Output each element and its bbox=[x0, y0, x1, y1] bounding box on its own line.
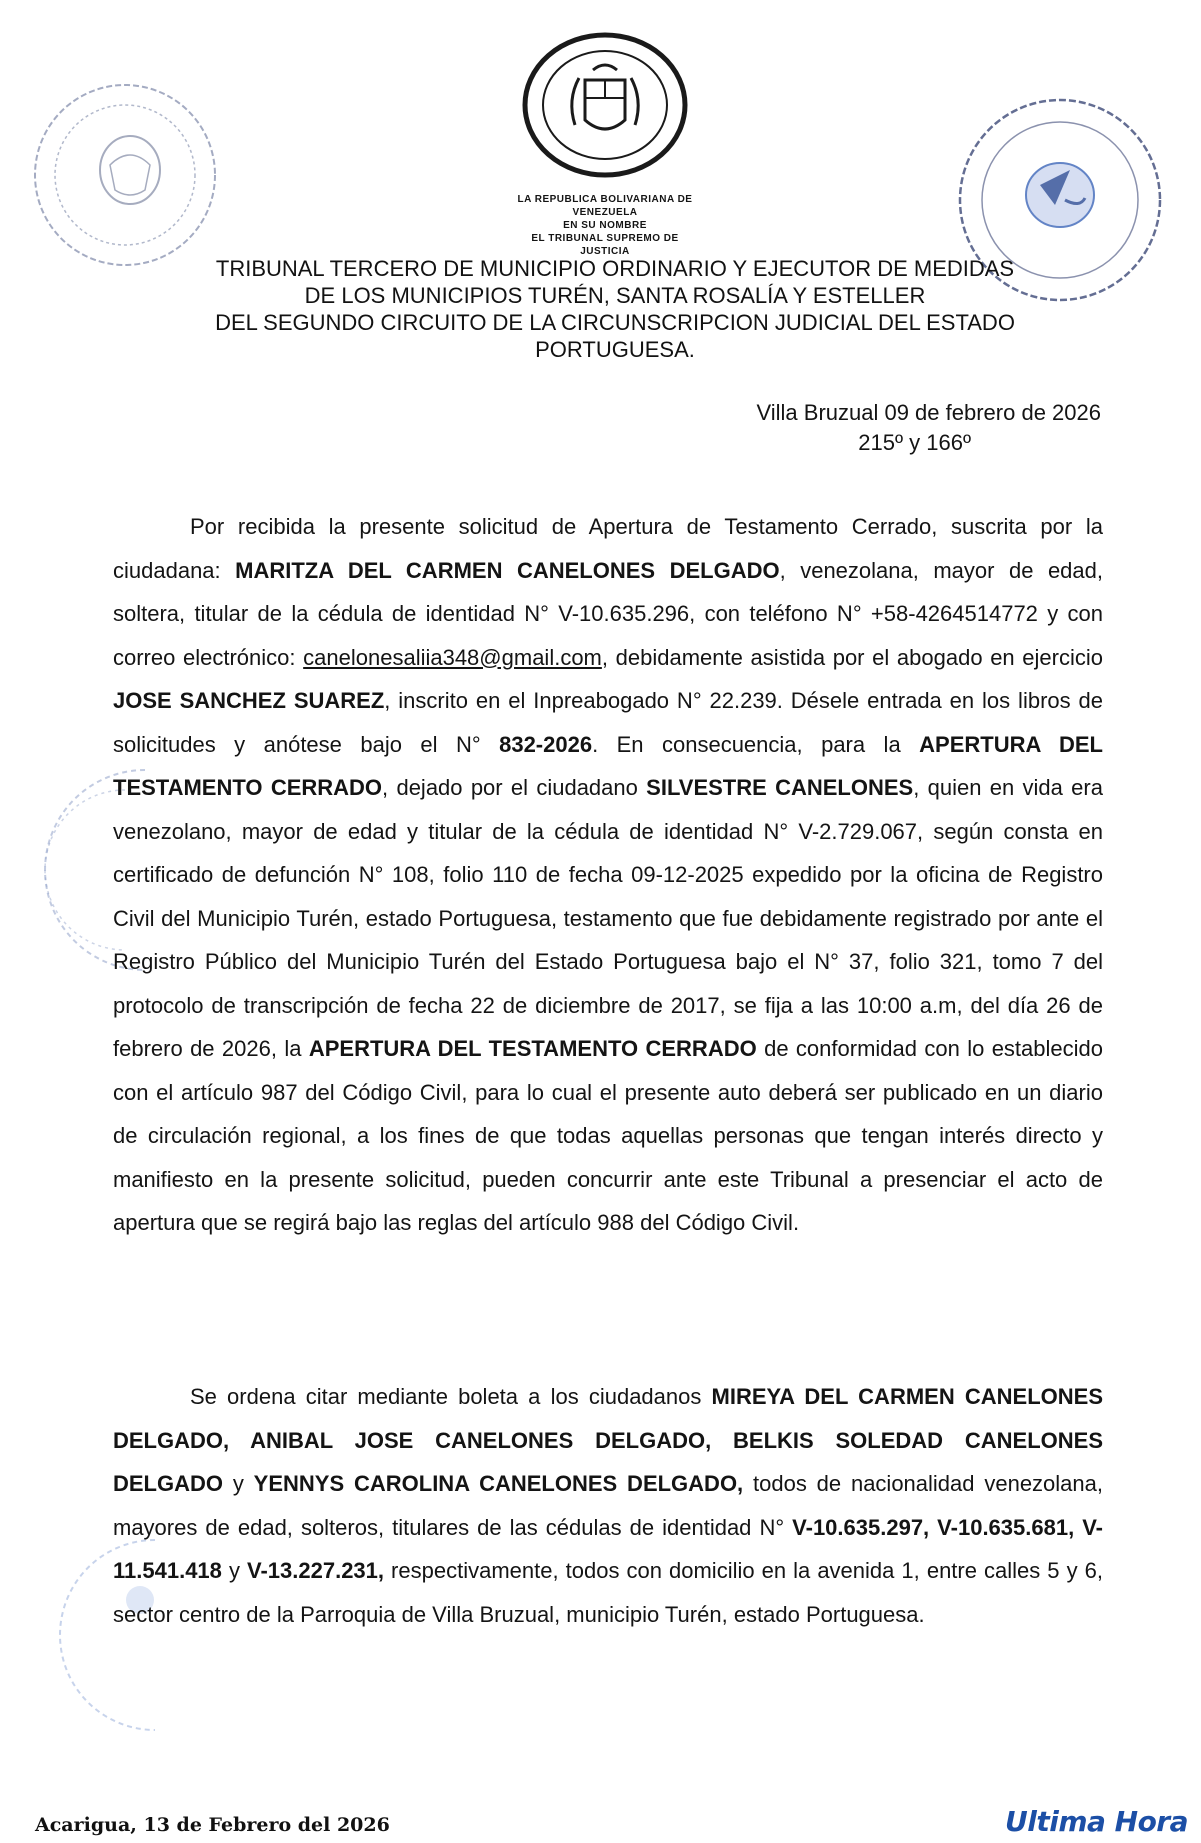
text: , debidamente asistida por el abogado en ejercicio bbox=[601, 644, 1104, 670]
text: y bbox=[221, 1558, 247, 1583]
testator-name: SILVESTRE CANELONES bbox=[646, 775, 914, 800]
text: . En consecuencia, para la bbox=[592, 731, 920, 757]
court-header bbox=[150, 255, 1080, 363]
id-numbers: V-13.227.231, bbox=[247, 1558, 385, 1583]
bold-phrase: APERTURA DEL TESTAMENTO CERRADO bbox=[308, 1036, 757, 1061]
text: de conformidad con lo establecido con el artículo 987 del Código Civil, para lo cual el presente auto deberá ser publicado en un diario de circulación regional, a los fines de que todas aquellas personas que tengan interés directo y manifiesto en la presente solicitud, pueden concurrir ante este Tribunal a presenciar el acto de apertura que se regirá bajo las reglas del artículo 988 del Código Civil. bbox=[113, 1036, 1103, 1235]
bold-phrase: APERTURA DEL TESTAMENTO CERRADO bbox=[113, 731, 1103, 800]
lawyer-name: JOSE SANCHEZ SUAREZ bbox=[113, 688, 385, 713]
header-line: DE LOS MUNICIPIOS TURÉN, SANTA ROSALÍA Y ESTELLER bbox=[304, 283, 926, 308]
text: , dejado por el ciudadano bbox=[382, 775, 647, 800]
tsj-seal bbox=[505, 30, 705, 258]
seal-caption-line: EL TRIBUNAL SUPREMO DE JUSTICIA bbox=[531, 233, 679, 257]
text: Se ordena citar mediante boleta a los ciudadanos bbox=[190, 1384, 712, 1409]
header-line: DEL SEGUNDO CIRCUITO DE LA CIRCUNSCRIPCION JUDICIAL DEL ESTADO bbox=[215, 310, 1015, 335]
seal-caption-line: LA REPUBLICA BOLIVARIANA DE VENEZUELA bbox=[517, 194, 693, 218]
place-date: Villa Bruzual 09 de febrero de 2026 bbox=[756, 400, 1101, 425]
text: Por recibida la presente solicitud de Apertura de Testamento Cerrado, suscrita por la ciudadana: bbox=[113, 514, 1103, 583]
seal-caption-line: EN SU NOMBRE bbox=[563, 220, 647, 231]
logo-word: Ultima bbox=[1005, 1805, 1106, 1838]
coat-of-arms-icon bbox=[505, 30, 705, 180]
text: y bbox=[223, 1471, 254, 1496]
paragraph-admission bbox=[113, 505, 1103, 1245]
text: , quien en vida era venezolano, mayor de edad y titular de la cédula de identidad N° V-2.729.067, según consta en certificado de defunción N° 108, folio 110 de fecha 09-12-2025 expedido por la oficina de Registro Civil del Municipio Turén, estado Portuguesa, testamento que fue debidamente registrado por ante el Registro Público del Municipio Turén del Estado Portuguesa bajo el N° 37, folio 321, tomo 7 del protocolo de transcripción de fecha 22 de diciembre de 2017, se fija a las 10:00 a.m, del día 26 de febrero de 2026, la bbox=[113, 775, 1103, 1061]
cited-names: MIREYA DEL CARMEN CANELONES DELGADO, ANIBAL JOSE CANELONES DELGADO, BELKIS SOLEDAD CANELONES DELGADO bbox=[113, 1384, 1103, 1496]
text: todos de nacionalidad venezolana, mayores de edad, solteros, titulares de las cédulas de identidad N° bbox=[113, 1471, 1103, 1540]
logo-word: Hora bbox=[1114, 1805, 1189, 1838]
header-line: PORTUGUESA. bbox=[535, 337, 695, 362]
text: , inscrito en el Inpreabogado N° 22.239. Désele entrada en los libros de solicitudes y anótese bajo el N° bbox=[113, 688, 1103, 757]
ultima-hora-logo bbox=[1005, 1805, 1188, 1838]
text: respectivamente, todos con domicilio en la avenida 1, entre calles 5 y 6, sector centro de la Parroquia de Villa Bruzual, municipio Turén, estado Portuguesa. bbox=[113, 1558, 1103, 1627]
id-numbers: V-10.635.297, V-10.635.681, V-11.541.418 bbox=[113, 1514, 1103, 1583]
email-address: canelonesaliia348@gmail.com bbox=[303, 644, 602, 670]
ordinal-years: 215º y 166º bbox=[858, 430, 971, 455]
dateline bbox=[756, 398, 1101, 458]
cited-names: YENNYS CAROLINA CANELONES DELGADO, bbox=[253, 1471, 744, 1496]
publication-date: Acarigua, 13 de Febrero del 2026 bbox=[35, 1814, 390, 1836]
paragraph-citation bbox=[113, 1375, 1103, 1636]
case-number: 832-2026 bbox=[499, 731, 593, 757]
header-line: TRIBUNAL TERCERO DE MUNICIPIO ORDINARIO Y EJECUTOR DE MEDIDAS bbox=[215, 256, 1015, 281]
petitioner-name: MARITZA DEL CARMEN CANELONES DELGADO bbox=[235, 557, 780, 583]
left-court-stamp bbox=[25, 75, 225, 275]
text: , venezolana, mayor de edad, soltera, titular de la cédula de identidad N° V-10.635.296, con teléfono N° +58-4264514772 y con correo electrónico: bbox=[113, 557, 1103, 670]
